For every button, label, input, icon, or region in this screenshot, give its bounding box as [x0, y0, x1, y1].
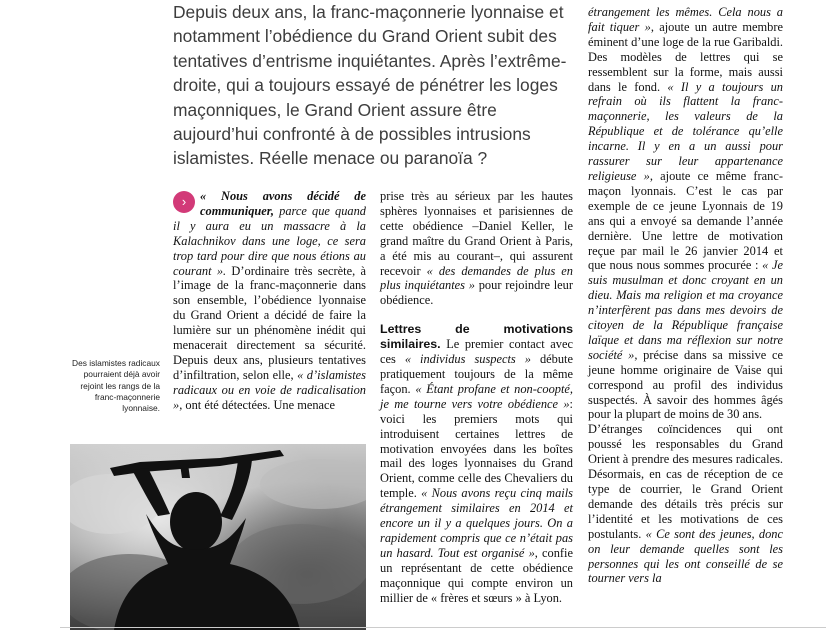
chevron-right-icon: ›	[173, 191, 195, 213]
article-column-1	[173, 189, 366, 413]
article-lede: Depuis deux ans, la franc-maçonnerie lyonnaise et notamment l’obédience du Grand Orient subit des tentatives d’entrisme inquiétantes. Après l’extrême-droite, qui a toujours essayé de pénétrer les loges maçonniques, le Grand Orient assure être aujourd’hui confronté à de possibles intrusions islamistes. Réelle menace ou paranoïa ?	[173, 2, 567, 169]
article-column-3	[588, 5, 783, 586]
silhouette-image	[70, 444, 366, 630]
paragraph: prise très au sérieux par les hautes sphères lyonnaises et parisiennes de cette obédience –Daniel Keller, le grand maître du Grand Orient à Paris, a été mis au courant–, qui assurent recevoir « des demandes de plus en plus inquiétantes » pour rejoindre leur obédience.	[380, 189, 574, 308]
paragraph: Lettres de motivations similaires. Le premier contact avec ces « individus suspects » débute pratiquement toujours de la même façon. « Étant profane et non-coopté, je me tourne vers votre obédience »: voici les premiers mots qui introduisent certaines lettres de motivation envoyées dans les boîtes mail des loges lyonnaises du Grand Orient, comme celle des Chevaliers du temple. « Nous avons reçu cinq mails étrangement similaires en 2014 et encore un il y a quelques jours. On a rapidement compris que ce n’était pas un hasard. Tout est organisé », confie un représentant de cette obédience maçonnique qui compte environ un millier de « frères et sœurs » à Lyon.	[380, 322, 573, 605]
article-column-2	[380, 189, 573, 605]
paragraph: › « Nous avons décidé de communiquer, parce que quand il y aura eu un massacre à la Kalachnikov dans une loge, ce sera trop tard pour dire que nous étions au courant ». D’ordinaire très secrète, à l’image de la franc-maçonnerie dans son ensemble, l’obédience lyonnaise du Grand Orient a décidé de faire la lumière sur un phénomène inédit qui menacerait directement sa sécurité. Depuis deux ans, plusieurs tentatives d’infiltration, selon elle, « d’islamistes radicaux ou en voie de radicalisation », ont été détectées. Une menace	[173, 189, 367, 412]
paragraph: étrangement les mêmes. Cela nous a fait tiquer », ajoute un autre membre éminent d’une loge de la rue Garibaldi. Des modèles de lettres qui se ressemblent sur la forme, mais aussi dans le fond. « Il y a toujours un refrain où ils flattent la franc-maçonnerie, les valeurs de la République et de tolérance qu’elle incarne. Il y en a un aussi pour rassurer sur leur appartenance religieuse », ajoute ce même franc-maçon lyonnais. C’est le cas par exemple de ce jeune Lyonnais de 19 ans qui a envoyé sa demande l’année dernière. Une lettre de motivation reçue par mail le 26 janvier 2014 et que nous nous sommes procurée : « Je suis musulman et donc croyant en un dieu. Mais ma religion et ma croyance n’interfèrent pas dans mes devoirs de citoyen de la République française laïque et dans ma réflexion sur notre société », précise dans sa missive ce jeune homme originaire de Vaise qui correspond au profil des individus suspectés. À savoir des hommes âgés pour la plupart de moins de 30 ans.	[588, 5, 784, 422]
photo-caption: Des islamistes radicaux pourraient déjà avoir rejoint les rangs de la franc-maçonnerie lyonnaise.	[72, 358, 160, 414]
section-heading: Lettres de motivations similaires.	[380, 322, 573, 352]
article-photo	[70, 444, 366, 630]
page-edge	[60, 627, 826, 628]
paragraph: D’étranges coïncidences qui ont poussé les responsables du Grand Orient à prendre des mesures radicales. Désormais, en cas de réception de ce type de courrier, le Grand Orient demande des détails très précis sur l’identité et les motivations de ces postulants. « Ce sont des jeunes, donc on leur demande quelles sont les personnes qui les ont conseillé de se tourner vers la	[588, 422, 783, 586]
